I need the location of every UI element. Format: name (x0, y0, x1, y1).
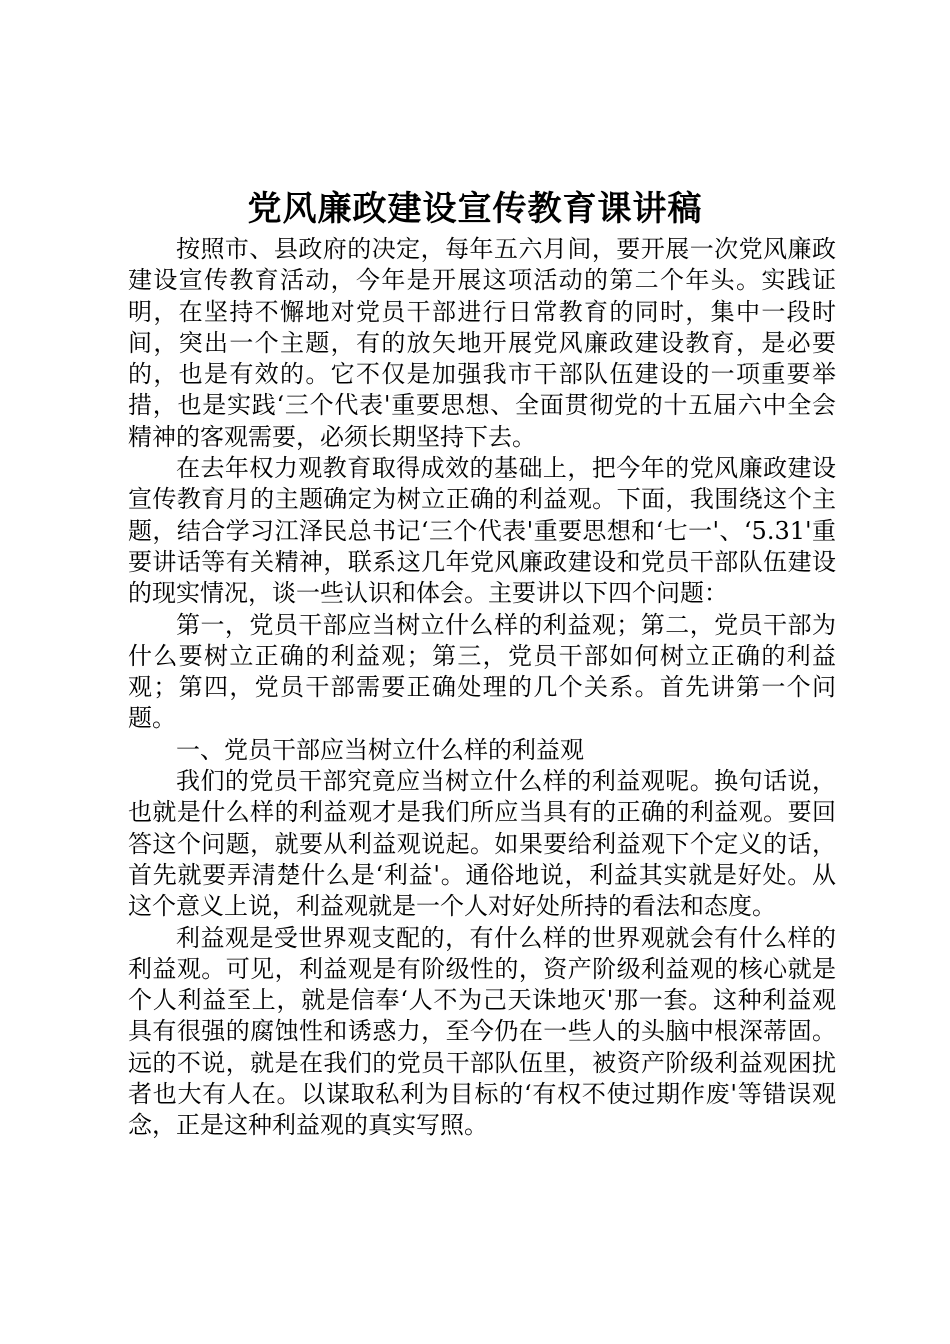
paragraph-outline: 第一，党员干部应当树立什么样的利益观；第二，党员干部为什么要树立正确的利益观；第三，党员干部如何树立正确的利益观；第四，党员干部需要正确处理的几个关系。首先讲第一个问题。 (128, 610, 836, 733)
paragraph-theme: 在去年权力观教育取得成效的基础上，把今年的党风廉政建设宣传教育月的主题确定为树立正确的利益观。下面，我围绕这个主题，结合学习江泽民总书记‘三个代表'重要思想和‘七一'、‘5.31'重要讲话等有关精神，联系这几年党风廉政建设和党员干部队伍建设的现实情况，谈一些认识和体会。主要讲以下四个问题： (128, 454, 836, 608)
paragraph-definition: 我们的党员干部究竟应当树立什么样的利益观呢。换句话说，也就是什么样的利益观才是我们所应当具有的正确的利益观。要回答这个问题，就要从利益观说起。如果要给利益观下个定义的话，首先就要弄清楚什么是‘利益'。通俗地说，利益其实就是好处。从这个意义上说，利益观就是一个人对好处所持的看法和态度。 (128, 767, 836, 921)
paragraph-intro: 按照市、县政府的决定，每年五六月间，要开展一次党风廉政建设宣传教育活动，今年是开展这项活动的第二个年头。实践证明，在坚持不懈地对党员干部进行日常教育的同时，集中一段时间，突出一个主题，有的放矢地开展党风廉政建设教育，是必要的，也是有效的。它不仅是加强我市干部队伍建设的一项重要举措，也是实践‘三个代表'重要思想、全面贯彻党的十五届六中全会精神的客观需要，必须长期坚持下去。 (128, 235, 836, 451)
document-title: 党风廉政建设宣传教育课讲稿 (247, 189, 703, 229)
document-body (128, 234, 836, 1142)
section-heading-1: 一、党员干部应当树立什么样的利益观 (176, 735, 584, 764)
paragraph-worldview: 利益观是受世界观支配的，有什么样的世界观就会有什么样的利益观。可见，利益观是有阶级性的，资产阶级利益观的核心就是个人利益至上，就是信奉‘人不为己天诛地灭'那一套。这种利益观具有很强的腐蚀性和诱惑力，至今仍在一些人的头脑中根深蒂固。远的不说，就是在我们的党员干部队伍里，被资产阶级利益观困扰者也大有人在。以谋取私利为目标的‘有权不使过期作废'等错误观念，正是这种利益观的真实写照。 (128, 923, 836, 1140)
